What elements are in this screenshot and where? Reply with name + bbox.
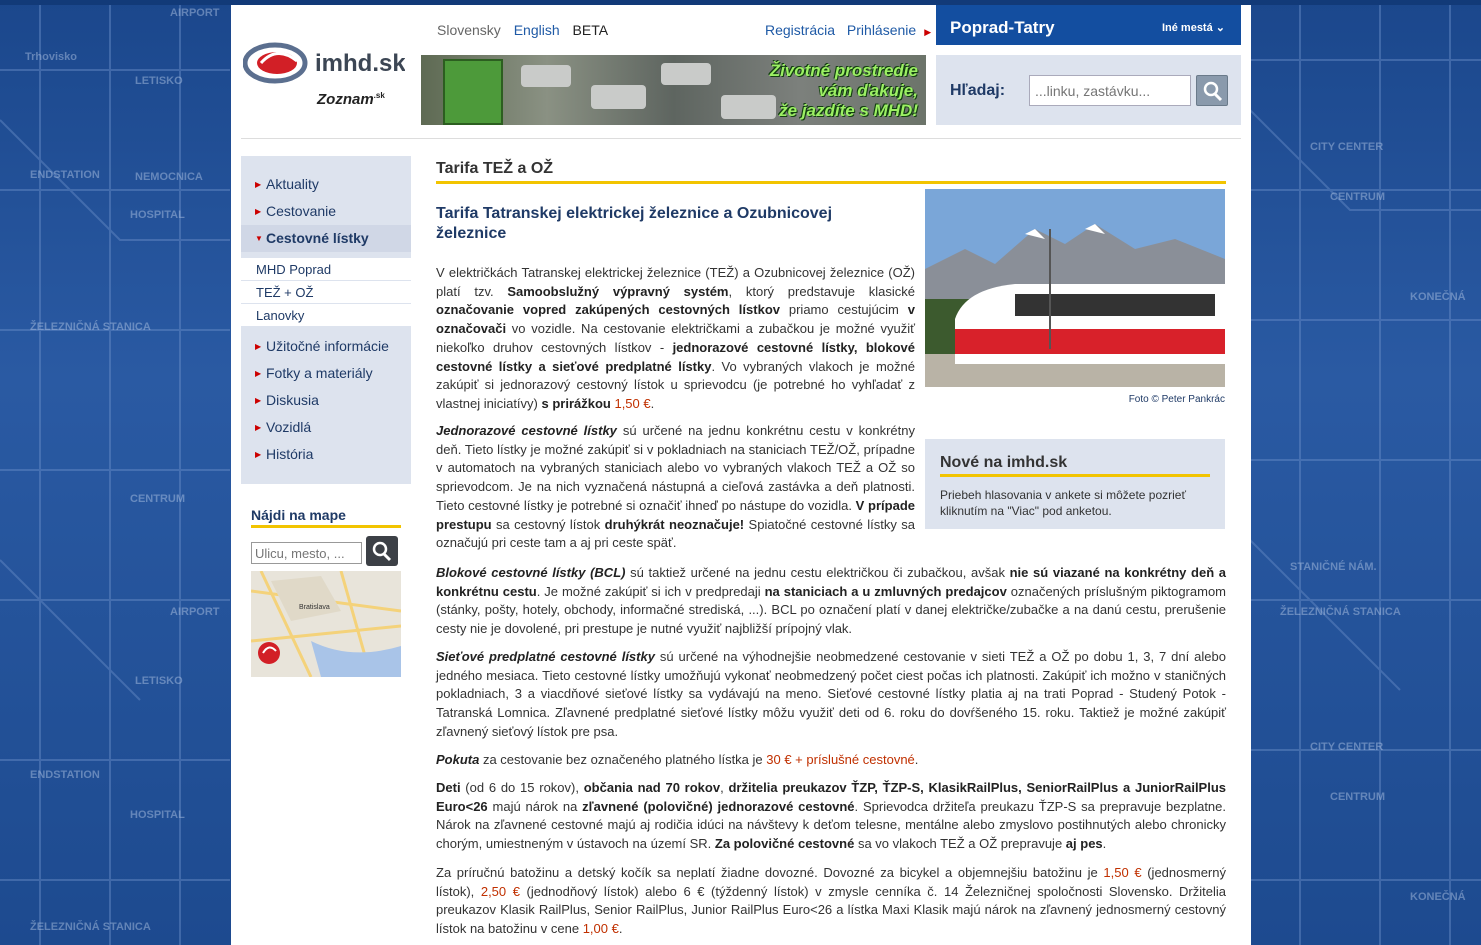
bullet-icon: ▶ <box>255 207 262 216</box>
slogan-line: že jazdíte s MHD! <box>779 101 918 120</box>
paragraph <box>436 564 1226 639</box>
text-segment: sú určené na výhodnejšie neobmedzené cestovanie v sieti TEŽ a OŽ po dobu 1, 3, 7 dní alebo jedného mesiaca. Tieto cestovné lístky umožňujú vykonať neobmedzený počet ciest počas ich platnosti. Zakúpiť ich možno v staničných pokladniach, 3 a viacdňové sieťové lístky sa vydávajú na meno. Sieťové cestovné lístky platia aj na trati Poprad - Studený Potok - Tatranská Lomnica. Zľavnené predplatné sieťové lístky môžu využiť deti od 6. roku do dovŕšeného 15. roku. Taktiež je možné zakúpiť zľavnený sieťový lístok pre psa. <box>436 649 1226 739</box>
bg-label: Trhovisko <box>25 51 77 63</box>
text-segment: sú určené na jednu konkrétnu cestu v konkrétny deň. Tieto lístky je možné zakúpiť si v pokladniach na staniciach TEŽ/OŽ, prípadne v automatoch na vybraných staniciach alebo vo vybraných vlakoch TEŽ a OŽ so sprievodcom. Je na nich vyznačená nástupná a cieľová zastávka a deň platnosti. Tieto cestovné lístky je potrebné si označiť ihneď po nástupe do vozidla. <box>436 423 915 513</box>
bg-label: ŽELEZNIČNÁ STANICA <box>30 321 151 333</box>
bullet-icon: ▶ <box>255 423 262 432</box>
text-segment: V električkách Tatranskej elektrickej železnice (TEŽ) a Ozubnicovej železnice (OŽ) platí tzv. <box>436 265 915 299</box>
bg-label: LETISKO <box>135 675 183 687</box>
news-box <box>925 439 1225 529</box>
text-segment: Jednorazové cestovné lístky <box>436 423 617 438</box>
paragraph <box>436 648 1226 742</box>
header-divider <box>241 138 1241 139</box>
nav-label: Diskusia <box>266 392 319 408</box>
search-label: Hľadaj: <box>950 82 1006 99</box>
text-segment: držitelia preukazov ŤZP, ŤZP-S, KlasikRailPlus, SeniorRailPlus a JuniorRailPlus Euro<26 <box>436 780 1227 814</box>
text-segment: Za príručnú batožinu a detský kočík sa neplatí žiadne dovozné. Dovozné za bicykel a objemnejšiu batožinu je <box>436 865 1104 880</box>
text-segment: V prípade prestupu <box>436 497 915 532</box>
bg-label: AIRPORT <box>170 7 220 19</box>
map-thumbnail[interactable] <box>251 571 401 677</box>
price-text: 2,50 € <box>480 883 520 899</box>
text-segment: Samoobslužný výpravný systém <box>507 283 729 299</box>
bg-label: ŽELEZNIČNÁ STANICA <box>1280 606 1401 618</box>
text-segment: Spiatočné cestovné lístky sa označujú pri ceste tam a aj pri ceste späť. <box>436 516 915 551</box>
chevron-right-icon: ▶ <box>924 27 932 37</box>
nav-sublabel: MHD Poprad <box>256 262 332 277</box>
text-segment: majú nárok na <box>487 798 583 814</box>
news-text: Priebeh hlasovania v ankete si môžete pozrieť kliknutím na "Viac" pod anketou. <box>940 488 1186 518</box>
news-title: Nové na imhd.sk <box>940 454 1210 477</box>
text-segment: nie sú viazané na konkrétny deň a konkrétnu cestu <box>436 565 1226 599</box>
text-segment: (od 6 do 15 rokov), <box>460 780 584 795</box>
bg-label: LETISKO <box>135 75 183 87</box>
bg-label: CITY CENTER <box>1310 141 1384 153</box>
price-text: 1,50 € <box>1103 865 1142 880</box>
slogan-line: Životné prostredie <box>769 61 918 80</box>
bg-label: CENTRUM <box>130 493 185 505</box>
bg-label: CENTRUM <box>1330 191 1385 203</box>
bg-label: CITY CENTER <box>1310 741 1384 753</box>
text-segment: sa vo vlakoch TEŽ a OŽ prepravuje <box>854 836 1066 852</box>
text-segment: druhýkrát neoznačuje! <box>604 516 745 532</box>
other-cities-label: Iné mestá <box>1161 22 1213 34</box>
text-segment: priamo cestujúcim <box>780 302 908 318</box>
bg-label: STANIČNÉ NÁM. <box>1290 561 1377 573</box>
text-segment: (jednodňový lístok) alebo 6 € (týždenný lístok) v zmysle cenníka č. 14 Železničnej spoločnosti Slovensko. Držitelia preukazov Klasik RailPlus, Senior RailPlus, Junior RailPlus Euro<26 a lístka Maxi Klasik majú nárok na zľavnený jednosmerný cestovný lístok na batožinu v cene <box>436 883 1226 937</box>
text-segment: . Je možné zakúpiť si ich v predpredaji <box>536 583 765 599</box>
nav-subitem-lanovky[interactable] <box>241 304 411 327</box>
map-city-label: Bratislava <box>299 604 330 611</box>
other-cities-dropdown[interactable] <box>1162 21 1225 34</box>
bg-label: KONEČNÁ <box>1410 291 1466 303</box>
registration-link[interactable]: Registrácia <box>765 22 836 38</box>
lang-slovak[interactable]: Slovensky <box>437 22 501 38</box>
login-link[interactable]: Prihlásenie <box>846 22 917 38</box>
text-segment: vo vozidle. Na cestovanie električkami a zubačkou je možné využiť niekoľko druhov cestovných lístkov - <box>436 321 915 355</box>
nav-label: Cestovanie <box>266 203 337 219</box>
lang-beta-badge: BETA <box>572 22 609 38</box>
nav-subitem-tez-oz[interactable] <box>241 281 411 304</box>
bus-image <box>443 59 503 125</box>
text-segment: , ktorý predstavuje klasické <box>728 283 915 299</box>
bg-label: HOSPITAL <box>130 809 185 821</box>
search-button[interactable] <box>1196 75 1228 106</box>
car-image <box>661 63 711 85</box>
text-segment: . Sprievodca držiteľa preukazu ŤZP-S sa prepravuje bezplatne. Nárok na zľavnené cestovné majú aj rodičia idúci na návštevy k deťom telesne, mentálne alebo zmyslovo postihnutých alebo chronicky chorým, umiestneným v ústavoch na území SR. <box>436 798 1226 852</box>
zoznam-logo[interactable] <box>317 91 385 108</box>
city-selector <box>936 5 1241 45</box>
banner-slogan <box>770 61 918 121</box>
nav-item-cestovne-listky[interactable] <box>241 225 411 252</box>
auth-links <box>765 22 939 38</box>
bullet-icon: ▶ <box>255 180 262 189</box>
text-segment: jednorazové cestovné lístky, blokové cestovné lístky a sieťové predplatné lístky <box>436 339 915 374</box>
text-segment: na staniciach a u zmluvných predajcov <box>764 583 1007 599</box>
photo-credit: Foto © Peter Pankrác <box>1128 394 1225 405</box>
map-title: Nájdi na mape <box>251 507 401 528</box>
text-segment: aj pes <box>1065 836 1103 852</box>
logo-text: imhd.sk <box>315 50 405 77</box>
paragraph <box>436 751 1226 770</box>
search-panel <box>936 55 1241 125</box>
zoznam-suffix: .sk <box>373 91 385 100</box>
nav-sublabel: TEŽ + OŽ <box>256 285 314 300</box>
text-segment: sa cestovný lístok <box>491 516 605 532</box>
train-photo[interactable] <box>925 189 1225 387</box>
bullet-icon: ▶ <box>255 342 262 351</box>
nav-label: Cestovné lístky <box>266 230 369 246</box>
search-icon <box>1197 76 1229 107</box>
imhd-logo[interactable] <box>243 39 405 89</box>
map-search-button[interactable] <box>366 536 398 566</box>
bullet-icon: ▶ <box>255 450 262 459</box>
paragraph <box>436 864 1226 939</box>
text-segment: sú taktiež určené na jednu cestu električkou či zubačkou, avšak <box>625 565 1010 580</box>
map-image <box>251 571 401 677</box>
paragraph <box>436 779 1226 854</box>
nav-item-diskusia[interactable] <box>241 387 411 414</box>
nav-label: Užitočné informácie <box>266 338 389 354</box>
page-title: Tarifa TEŽ a OŽ <box>436 160 1226 184</box>
text-segment: Deti <box>436 780 461 795</box>
nav-item-cestovanie[interactable] <box>241 198 411 225</box>
text-segment: Sieťové predplatné cestovné lístky <box>436 649 655 664</box>
map-search-widget <box>251 507 401 611</box>
text-segment: . <box>650 395 655 411</box>
train-image <box>925 189 1225 387</box>
paragraph <box>436 422 915 553</box>
text-segment: označovanie vopred zakúpených cestovných lístkov <box>436 302 780 318</box>
nav-item-uzitocne-informacie[interactable] <box>241 333 411 360</box>
bg-label: AIRPORT <box>170 606 220 618</box>
paragraph <box>436 264 915 414</box>
text-segment: zľavnené (polovičné) jednorazové cestovné <box>582 798 855 814</box>
nav-item-vozidla[interactable] <box>241 414 411 441</box>
text-segment: občania nad 70 rokov <box>583 780 721 795</box>
nav-label: História <box>266 446 314 462</box>
price-text: 30 € + príslušné cestovné <box>766 752 915 767</box>
main-content <box>436 160 1227 937</box>
car-image <box>591 85 646 109</box>
map-search-input[interactable] <box>251 542 362 564</box>
bullet-down-icon: ▼ <box>255 234 263 243</box>
bg-label: ENDSTATION <box>30 769 100 781</box>
bullet-icon: ▶ <box>255 396 262 405</box>
text-segment: Pokuta <box>436 752 480 767</box>
page-container <box>231 5 1251 945</box>
nav-item-fotky[interactable] <box>241 360 411 387</box>
bg-label: HOSPITAL <box>130 209 185 221</box>
text-segment: (jednosmerný lístok), <box>436 865 1226 899</box>
car-image <box>521 65 571 87</box>
zoznam-text: Zoznam <box>317 91 374 108</box>
bg-label: CENTRUM <box>1330 791 1385 803</box>
bullet-icon: ▶ <box>255 369 262 378</box>
text-segment: . <box>914 752 919 767</box>
ad-banner[interactable] <box>421 55 926 125</box>
text-segment: . <box>618 921 623 937</box>
sidebar-nav <box>241 156 411 484</box>
bg-label: ŽELEZNIČNÁ STANICA <box>30 921 151 933</box>
bg-label: NEMOCNICA <box>135 171 203 183</box>
text-segment: , <box>720 780 729 795</box>
text-segment: Blokové cestovné lístky (BCL) <box>436 565 626 580</box>
text-segment: Za polovičné cestovné <box>714 836 855 852</box>
bg-label: KONEČNÁ <box>1410 891 1466 903</box>
price-text: 1,50 € <box>614 395 651 411</box>
chevron-down-icon: ⌄ <box>1215 22 1225 34</box>
nav-item-historia[interactable] <box>241 441 411 468</box>
text-segment: . <box>1102 836 1107 852</box>
price-text: 1,00 € <box>582 921 619 937</box>
lang-english[interactable]: English <box>513 22 560 38</box>
nav-subitem-mhd-poprad[interactable] <box>241 258 411 281</box>
city-name: Poprad-Tatry <box>950 18 1055 37</box>
nav-sublabel: Lanovky <box>256 308 305 323</box>
bg-label: ENDSTATION <box>30 169 100 181</box>
car-image <box>721 95 776 119</box>
text-segment: . Vo vybraných vlakoch je možné zakúpiť si jednorazový cestovný lístok u sprievodcu (je potrebné ho vyhľadať z vlastnej iniciatívy) <box>436 358 915 411</box>
text-segment: označených príslušným piktogramom (stánky, pošty, hotely, obchody, informačné strediská, ...). BCL po označení platí v danej električke/zubačke a na danú cestu, prerušenie cesty nie je dovolené, pri prestupe je nutné využiť najbližší prípojný vlak. <box>436 583 1227 637</box>
slogan-line: vám ďakuje, <box>818 81 918 100</box>
search-input[interactable] <box>1029 75 1191 106</box>
text-segment: s prirážkou <box>541 395 611 411</box>
language-switcher <box>437 22 617 38</box>
search-icon <box>366 536 398 566</box>
article-title: Tarifa Tatranskej elektrickej železnice a Ozubnicovej železnice <box>436 205 833 242</box>
nav-label: Vozidlá <box>266 419 312 435</box>
text-segment: v označovači <box>436 302 915 337</box>
nav-item-aktuality[interactable] <box>241 171 411 198</box>
nav-label: Fotky a materiály <box>266 365 373 381</box>
nav-label: Aktuality <box>266 176 319 192</box>
text-segment: za cestovanie bez označeného platného lístka je <box>479 752 767 767</box>
